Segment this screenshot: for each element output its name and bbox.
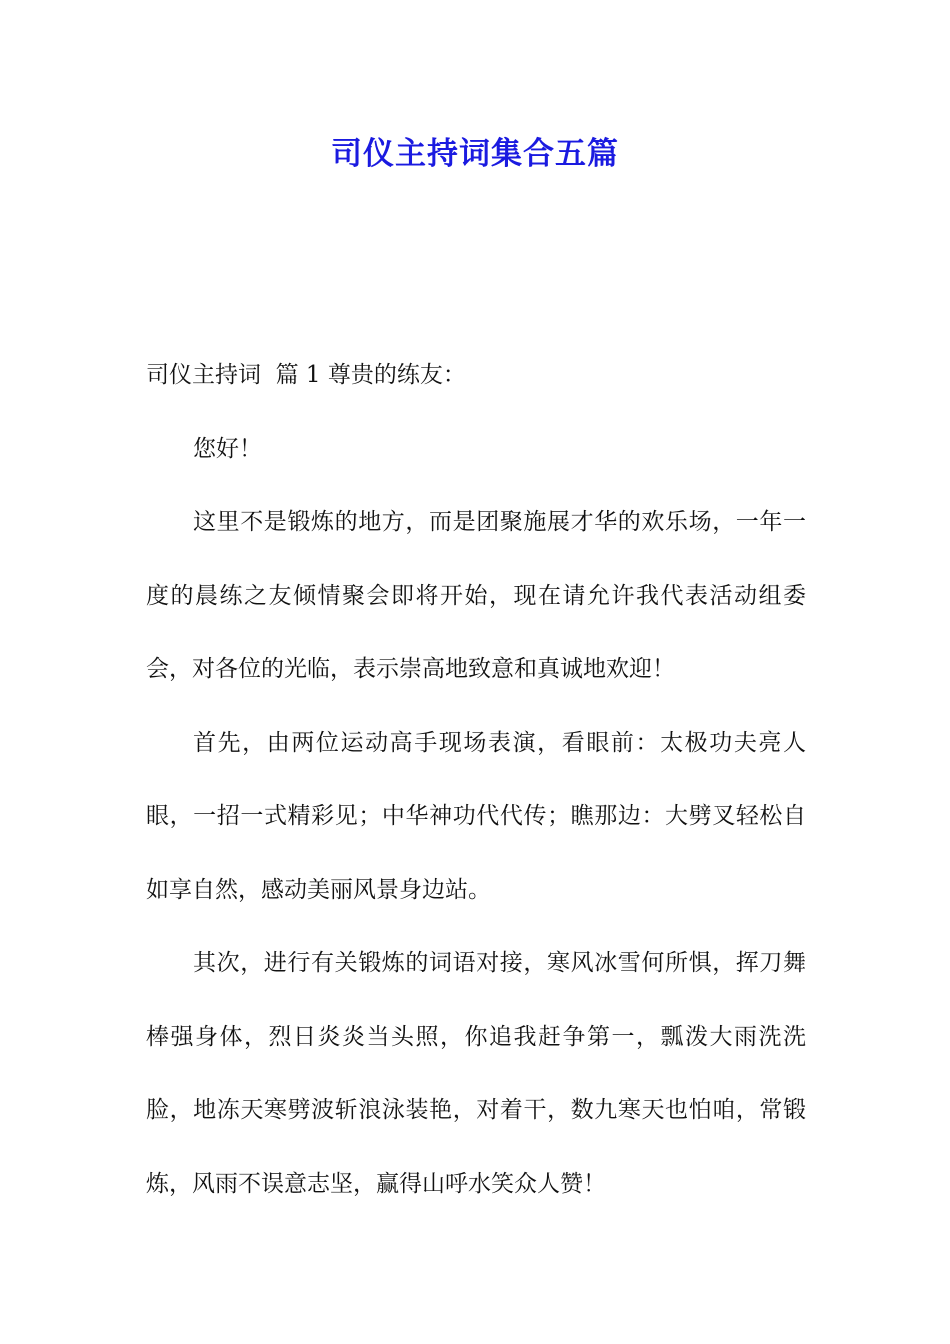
paragraph-first: 首先，由两位运动高手现场表演，看眼前：太极功夫亮人眼，一招一式精彩见；中华神功代代传；瞧那边：大劈叉轻松自如享自然，感动美丽风景身边站。 bbox=[146, 729, 806, 903]
document-body bbox=[146, 339, 806, 1221]
paragraph-welcome: 这里不是锻炼的地方，而是团聚施展才华的欢乐场，一年一度的晨练之友倾情聚会即将开始，现在请允许我代表活动组委会，对各位的光临，表示崇高地致意和真诚地欢迎！ bbox=[146, 509, 806, 682]
paragraph-greeting: 您好！ bbox=[193, 435, 262, 462]
document-title: 司仪主持词集合五篇 bbox=[331, 136, 619, 172]
paragraph-heading: 司仪主持词 篇 1 尊贵的练友： bbox=[146, 362, 466, 388]
paragraph-second: 其次，进行有关锻炼的词语对接，寒风冰雪何所惧，挥刀舞棒强身体，烈日炎炎当头照，你追我赶争第一，瓢泼大雨洗洗脸，地冻天寒劈波斩浪泳装艳，对着干，数九寒天也怕咱，常锻炼，风雨不误意志坚，赢得山呼水笑众人赞！ bbox=[146, 950, 806, 1197]
